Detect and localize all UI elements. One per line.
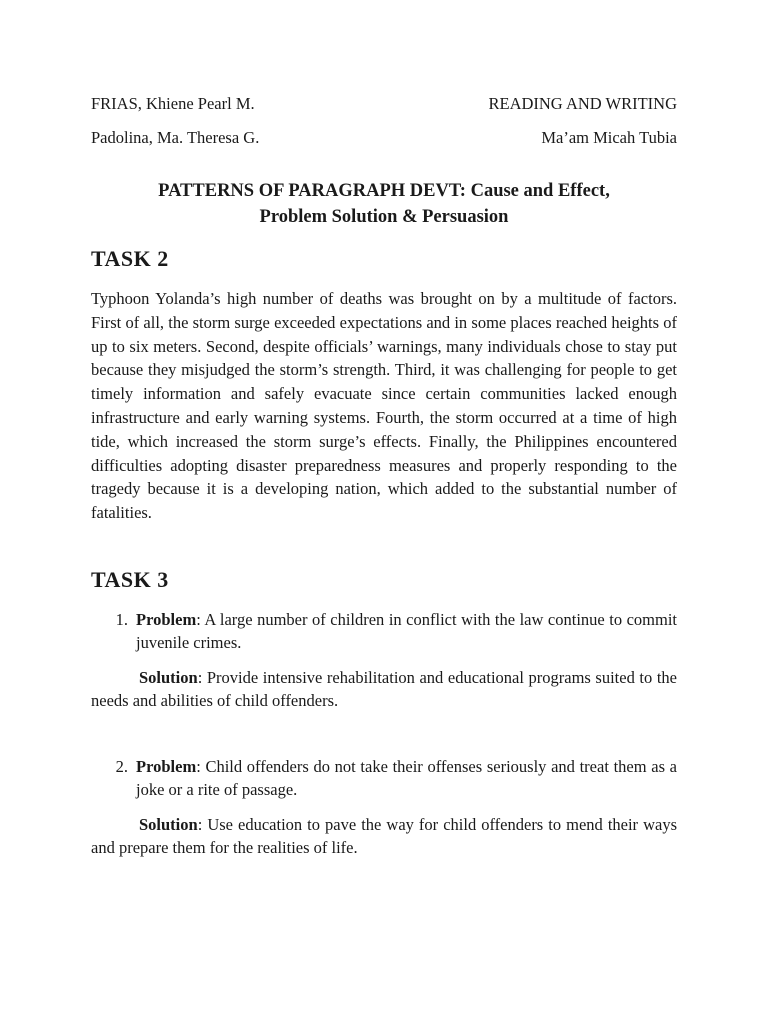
task2-heading: TASK 2 xyxy=(91,246,169,271)
solution-statement-2: : Use education to pave the way for child offenders to mend their ways and prepare them for the realities of life. xyxy=(91,814,677,858)
subject-label: READING AND WRITING xyxy=(488,94,677,113)
document-title xyxy=(91,178,677,230)
title-line-2: Problem Solution & Persuasion xyxy=(259,207,509,227)
problem-text-1 xyxy=(136,608,677,655)
author-name-1: FRIAS, Khiene Pearl M. xyxy=(91,94,255,113)
solution-label-1: Solution xyxy=(139,667,198,687)
problem-statement-2: : Child offenders do not take their offenses seriously and treat them as a joke or a rite of passage. xyxy=(136,756,677,800)
header-row-2 xyxy=(91,126,677,150)
task3-heading: TASK 3 xyxy=(91,566,169,592)
solution-statement-1: : Provide intensive rehabilitation and educational programs suited to the needs and abilities of child offenders. xyxy=(91,667,677,711)
problem-label-2: Problem xyxy=(136,756,197,776)
solution-1 xyxy=(91,666,677,713)
title-line-1: PATTERNS OF PARAGRAPH DEVT: Cause and Effect, xyxy=(158,181,610,201)
problem-number-1: 1. xyxy=(115,609,128,629)
document-page xyxy=(91,92,677,860)
problem-label-1: Problem xyxy=(136,609,197,629)
header-row-1 xyxy=(91,92,677,116)
solution-2 xyxy=(91,813,677,860)
problem-number-2: 2. xyxy=(115,756,128,776)
problem-text-2 xyxy=(136,755,677,802)
problem-item-1 xyxy=(91,608,677,655)
solution-label-2: Solution xyxy=(139,814,198,834)
teacher-name: Ma’am Micah Tubia xyxy=(541,128,677,147)
problem-statement-1: : A large number of children in conflict with the law continue to commit juvenile crimes. xyxy=(136,609,677,653)
task2-paragraph: Typhoon Yolanda’s high number of deaths was brought on by a multitude of factors. First of all, the storm surge exceeded expectations and in some places reached heights of up to six meters. Second, despite officials’ warnings, many individuals chose to stay put because they misjudged the storm’s strength. Third, it was challenging for people to get timely information and safely evacuate since certain communities lacked enough infrastructure and early warning systems. Fourth, the storm occurred at a time of high tide, which increased the storm surge’s effects. Finally, the Philippines encountered difficulties adopting disaster preparedness measures and properly responding to the tragedy because it is a developing nation, which added to the substantial number of fatalities. xyxy=(91,289,677,523)
author-name-2: Padolina, Ma. Theresa G. xyxy=(91,128,260,147)
problem-item-2 xyxy=(91,755,677,802)
